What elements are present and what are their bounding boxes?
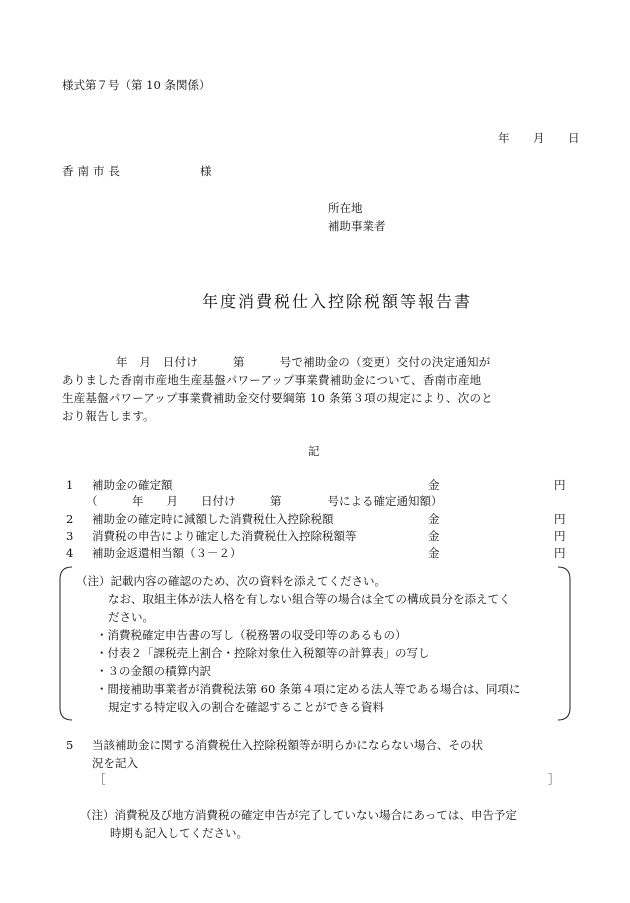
- item-2-yen: 円: [554, 512, 566, 526]
- note1-line-1: （注）記載内容の確認のため、次の資料を添えてください。: [76, 574, 387, 588]
- item-1-kin: 金: [428, 478, 440, 492]
- item-5-line-2: 況を記入: [92, 756, 138, 770]
- item-4-number: 4: [66, 546, 74, 560]
- item-1-number: 1: [66, 478, 74, 492]
- item-3-yen: 円: [554, 529, 566, 543]
- note1-line-8: 規定する特定収入の割合を確認することができる資料: [108, 700, 384, 714]
- item-4-yen: 円: [554, 546, 566, 560]
- item-2-kin: 金: [428, 512, 440, 526]
- ki-label: 記: [308, 444, 320, 458]
- body-line-3: 生産基盤パワーアップ事業費補助金交付要綱第 10 条第３項の規定により、次のと: [62, 391, 493, 405]
- note1-line-2: なお、取組主体が法人格を有しない組合等の場合は全ての構成員分を添えてく: [108, 592, 511, 606]
- document-title: 年度消費税仕入控除税額等報告書: [202, 292, 473, 311]
- item-4-kin: 金: [428, 546, 440, 560]
- date-line: 年 月 日: [498, 131, 586, 145]
- applicant-label: 補助事業者: [328, 219, 386, 233]
- item-5-bracket-close: ］: [548, 772, 560, 786]
- item-5-line-1: 当該補助金に関する消費税仕入控除税額等が明らかにならない場合、その状: [92, 738, 483, 752]
- item-1-label: 補助金の確定額: [92, 478, 173, 492]
- item-1-sub: （ 年 月 日付け 第 号による確定通知額）: [86, 494, 443, 508]
- body-line-2: ありました香南市産地生産基盤パワーアップ事業費補助金について、香南市産地: [62, 373, 482, 387]
- item-3-label: 消費税の申告により確定した消費税仕入控除税額等: [92, 529, 357, 543]
- note1-line-6: ・３の金額の積算内訳: [96, 664, 211, 678]
- item-2-number: 2: [66, 512, 74, 526]
- item-2-label: 補助金の確定時に減額した消費税仕入控除税額: [92, 512, 334, 526]
- item-1-yen: 円: [554, 478, 566, 492]
- note1-line-5: ・付表２「課税売上割合・控除対象仕入税額等の計算表」の写し: [96, 646, 430, 660]
- note1-line-7: ・間接補助事業者が消費税法第 60 条第４項に定める法人等である場合は、同項に: [96, 682, 521, 696]
- note2-line-1: （注）消費税及び地方消費税の確定申告が完了していない場合にあっては、申告予定: [80, 808, 517, 822]
- addressee-name: 香南市長: [62, 164, 124, 178]
- item-3-number: 3: [66, 529, 74, 543]
- note1-line-3: ださい。: [108, 610, 154, 624]
- note1-line-4: ・消費税確定申告書の写し（税務署の収受印等のあるもの）: [96, 628, 407, 642]
- body-line-1: 年 月 日付け 第 号で補助金の（変更）交付の決定通知が: [116, 355, 491, 369]
- item-5-bracket-open: ［: [94, 772, 106, 786]
- addressee-honorific: 様: [200, 164, 212, 178]
- address-label: 所在地: [328, 201, 363, 215]
- item-5-number: 5: [66, 738, 74, 752]
- note-bracket-border: [58, 566, 572, 721]
- form-number: 様式第７号（第 10 条関係）: [62, 78, 211, 92]
- item-4-label: 補助金返還相当額（３－２）: [92, 546, 242, 560]
- note2-line-2: 時期も記入してください。: [110, 826, 248, 840]
- note-box: [58, 566, 572, 721]
- item-3-kin: 金: [428, 529, 440, 543]
- body-line-4: おり報告します。: [62, 409, 155, 423]
